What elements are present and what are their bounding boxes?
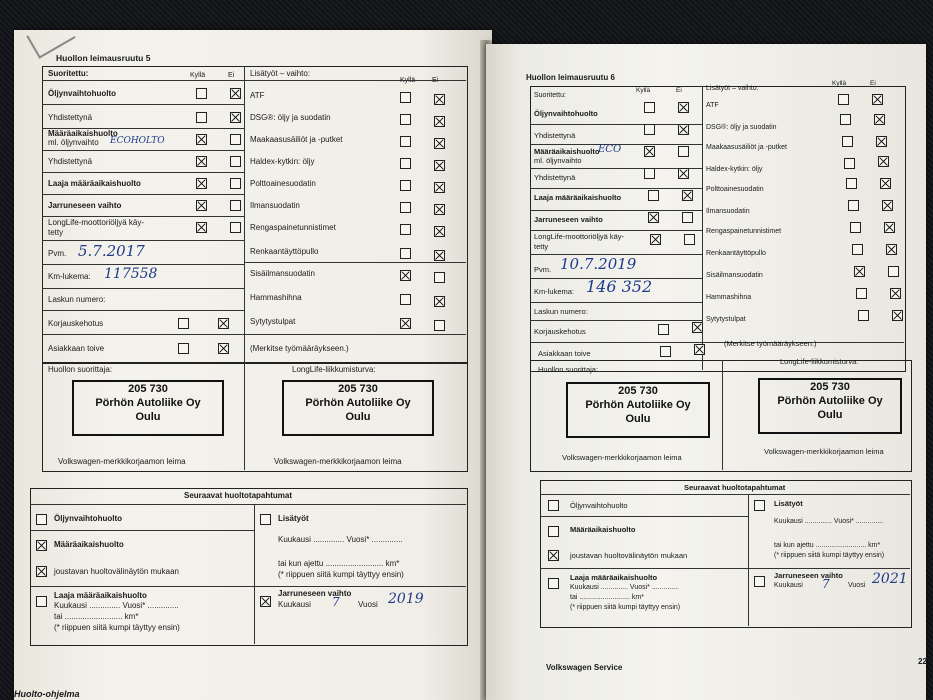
left-cb-polttoaine-yes[interactable]: [400, 180, 411, 191]
left-next-oljy-cb[interactable]: [36, 514, 47, 525]
right-next-jarru-year: 2021: [872, 571, 908, 587]
left-cb-longlife-yes[interactable]: [196, 222, 207, 233]
left-cb-renkaan-no[interactable]: [434, 250, 445, 261]
left-next-jarru-month: 7: [332, 595, 340, 609]
right-col-kylla: Kyllä: [636, 87, 651, 94]
left-next-laaja-riippuen: (* riippuen siitä kumpi täyttyy ensin): [54, 623, 180, 632]
right-extra-ilma: Ilmansuodatin: [706, 208, 750, 215]
right-extra-sytytys: Sytytystulpat: [706, 316, 746, 323]
left-extra-rengaspaine: Rengaspainetunnistimet: [250, 223, 336, 232]
right-col-lisatyot: Lisätyöt – vaihto:: [706, 85, 759, 92]
left-item-jarrunes: Jarruneseen vaihto: [48, 201, 122, 210]
left-next-joustava-cb[interactable]: [36, 566, 47, 577]
left-item-tetty: tetty: [48, 228, 64, 237]
left-col-lisatyot: Lisätyöt – vaihto:: [250, 69, 311, 78]
right-cb-longlife-no[interactable]: [684, 234, 695, 245]
right-cb-laaja-no[interactable]: [682, 190, 693, 201]
left-cb-rengas-no[interactable]: [434, 226, 445, 237]
right-next-jarru-month: 7: [822, 577, 830, 591]
left-item-yhdistettyna: Yhdistettynä: [48, 113, 93, 122]
left-next-lis-tai: tai kun ajettu .......................... km*: [278, 559, 400, 568]
left-cb-laaja-yes[interactable]: [196, 178, 207, 189]
right-cb-korjaus-yes[interactable]: [658, 324, 669, 335]
left-cb-ilma-no[interactable]: [434, 204, 445, 215]
left-cb-renkaan-yes[interactable]: [400, 248, 411, 259]
left-cb-rengas-yes[interactable]: [400, 224, 411, 235]
right-next-jarru-kk: Kuukausi: [774, 582, 803, 589]
left-col-kylla: Kyllä: [190, 72, 206, 79]
right-cb-yhd2-no[interactable]: [678, 168, 689, 179]
right-page: [486, 44, 926, 700]
right-cb-longlife-yes[interactable]: [650, 234, 661, 245]
left-cb-maara-no[interactable]: [230, 134, 241, 145]
left-item-maaraaikais: Määräaikaishuolto: [48, 129, 118, 138]
left-km-label: Km-lukema:: [48, 272, 91, 281]
left-next-jarru-vuosi: Vuosi: [358, 600, 378, 609]
left-footer: Huolto-ohjelma: [14, 689, 80, 699]
right-cb-toive-yes[interactable]: [660, 346, 671, 357]
left-cb-dsg-no[interactable]: [434, 116, 445, 127]
left-extra-hammashihna: Hammashihna: [250, 293, 302, 302]
left-cb-yhd2-yes[interactable]: [196, 156, 207, 167]
left-cb-atf-no[interactable]: [434, 94, 445, 105]
left-extra-polttoaine: Polttoainesuodatin: [250, 179, 316, 188]
left-cb-maakaasu-no[interactable]: [434, 138, 445, 149]
left-extra-dsg: DSG®: öljy ja suodatin: [250, 113, 331, 122]
left-cb-hammas-no[interactable]: [434, 296, 445, 307]
right-next-jarru: Jarruneseen vaihto: [774, 571, 843, 580]
left-next-joustava: joustavan huoltovälinäytön mukaan: [54, 567, 179, 576]
right-cb-maara-no[interactable]: [678, 146, 689, 157]
left-cb-maara-yes[interactable]: [196, 134, 207, 145]
left-next-header: Seuraavat huoltotapahtumat: [184, 491, 293, 500]
right-km-value: 146 352: [586, 277, 653, 296]
left-next-jarru-kk: Kuukausi: [278, 600, 311, 609]
right-cb-sytytys-no[interactable]: [892, 310, 903, 321]
right-extra-hammashihna: Hammashihna: [706, 294, 752, 301]
right-cb-yhd2-yes[interactable]: [644, 168, 655, 179]
left-next-laaja-cb[interactable]: [36, 596, 47, 607]
right-item-laaja: Laaja määräaikaishuolto: [534, 193, 622, 202]
left-next-maara: Määräaikaishuolto: [54, 540, 124, 549]
left-cb-ilma-yes[interactable]: [400, 202, 411, 213]
left-extra-ilma: Ilmansuodatin: [250, 201, 300, 210]
left-km-value: 117558: [104, 266, 158, 282]
right-next-joustava-cb[interactable]: [548, 550, 559, 561]
left-next-jarru-cb[interactable]: [260, 596, 271, 607]
right-next-lisatyot-cb[interactable]: [754, 500, 765, 511]
right-item-longlife: LongLife-moottoriöljyä käy-: [534, 232, 625, 241]
right-cb-sisailma-yes[interactable]: [854, 266, 865, 277]
right-next-header: Seuraavat huoltotapahtumat: [684, 483, 786, 492]
right-cb-renkaan-yes[interactable]: [852, 244, 863, 255]
left-lasku-label: Laskun numero:: [48, 295, 106, 304]
left-next-lis-kk: Kuukausi .............. Vuosi* ..............: [278, 535, 403, 544]
right-cb-rengas-yes[interactable]: [850, 222, 861, 233]
right-cb-korjaus-no[interactable]: [692, 322, 703, 333]
left-cb-yhd2-no[interactable]: [230, 156, 241, 167]
left-extra-renkaantaytto: Renkaantäyttöpullo: [250, 247, 319, 256]
left-cb-jarru-no[interactable]: [230, 200, 241, 211]
left-pvm-value: 5.7.2017: [78, 242, 145, 260]
right-item-maaraaikais: Määräaikaishuolto: [534, 147, 600, 156]
left-extra-sytytys: Sytytystulpat: [250, 317, 296, 326]
left-merkitse: (Merkitse työmääräykseen.): [250, 344, 349, 353]
right-item-ml-oljy: ml. öljynvaihto: [534, 156, 582, 165]
right-cb-polttoaine-yes[interactable]: [846, 178, 857, 189]
right-next-laaja-kk: Kuukausi .............. Vuosi* ..............: [570, 584, 680, 591]
left-pvm-label: Pvm.: [48, 249, 67, 258]
right-cb-ilma-no[interactable]: [882, 200, 893, 211]
right-cb-yhd1-no[interactable]: [678, 124, 689, 135]
left-cb-dsg-yes[interactable]: [400, 114, 411, 125]
left-next-laaja-km: tai .......................... km*: [54, 612, 139, 621]
left-cb-laaja-no[interactable]: [230, 178, 241, 189]
right-cb-ilma-yes[interactable]: [848, 200, 859, 211]
right-leima-label-1: Volkswagen-merkkikorjaamon leima: [562, 453, 682, 462]
right-next-jarru-vuosi: Vuosi: [848, 582, 866, 589]
left-suorittaja-label: Huollon suorittaja:: [48, 365, 113, 374]
left-item-ml-oljy: ml. öljynvaihto: [48, 138, 99, 147]
right-next-laaja-km: tai .......................... km*: [570, 594, 644, 601]
left-cb-haldex-no[interactable]: [434, 160, 445, 171]
right-extra-maakaasu: Maakaasusäiliöt ja -putket: [706, 144, 787, 151]
right-pvm-label: Pvm.: [534, 265, 552, 274]
right-cb-hammas-yes[interactable]: [856, 288, 867, 299]
right-cb-atf-no[interactable]: [872, 94, 883, 105]
right-toive-label: Asiakkaan toive: [538, 349, 591, 358]
right-km-label: Km-lukema:: [534, 287, 575, 296]
left-leima-label-1: Volkswagen-merkkikorjaamon leima: [58, 457, 186, 466]
left-next-jarru-year: 2019: [388, 591, 424, 607]
right-cb-renkaan-no[interactable]: [886, 244, 897, 255]
right-stamp-1: 205 730 Pörhön Autoliike Oy Oulu: [566, 382, 710, 438]
left-next-lisatyot: Lisätyöt: [278, 514, 309, 523]
right-next-laaja: Laaja määräaikaishuolto: [570, 573, 658, 582]
left-cb-polttoaine-no[interactable]: [434, 182, 445, 193]
left-cb-oljy-no[interactable]: [230, 88, 241, 99]
right-cb-maakaasu-no[interactable]: [876, 136, 887, 147]
left-cb-yhd1-no[interactable]: [230, 112, 241, 123]
left-eco-note: ECOHOLTO: [110, 136, 165, 146]
left-cb-atf-yes[interactable]: [400, 92, 411, 103]
right-cb-toive-no[interactable]: [694, 344, 705, 355]
right-extra-dsg: DSG®: öljy ja suodatin: [706, 124, 777, 131]
right-next-laaja-riippuen: (* riippuen siitä kumpi täyttyy ensin): [570, 604, 681, 611]
left-cb-jarru-yes[interactable]: [196, 200, 207, 211]
left-next-jarru: Jarruneseen vaihto: [278, 589, 352, 598]
right-cb-maara-yes[interactable]: [644, 146, 655, 157]
left-cb-korjaus-yes[interactable]: [178, 318, 189, 329]
left-stamp-1: 205 730 Pörhön Autoliike Oy Oulu: [72, 380, 224, 436]
right-merkitse: (Merkitse työmääräykseen.): [724, 339, 817, 348]
left-next-oljy: Öljynvaihtohuolto: [54, 514, 122, 523]
left-cb-korjaus-no[interactable]: [218, 318, 229, 329]
left-item-longlife: LongLife-moottoriöljyä käy-: [48, 218, 145, 227]
left-next-lisatyot-cb[interactable]: [260, 514, 271, 525]
right-next-lis-kk: Kuukausi .............. Vuosi* ..............: [774, 518, 884, 525]
right-cb-sisailma-no[interactable]: [888, 266, 899, 277]
right-leima-label-2: Volkswagen-merkkikorjaamon leima: [764, 447, 884, 456]
left-col-suoritettu: Suoritettu:: [48, 69, 89, 78]
right-item-oljynvaihto: Öljynvaihtohuolto: [534, 109, 598, 118]
right-cb-haldex-yes[interactable]: [844, 158, 855, 169]
left-cb-sytytys-no[interactable]: [434, 320, 445, 331]
left-item-laaja: Laaja määräaikaishuolto: [48, 179, 141, 188]
right-cb-polttoaine-no[interactable]: [880, 178, 891, 189]
right-suorittaja-label: Huollon suorittaja:: [538, 365, 599, 374]
left-leima-label-2: Volkswagen-merkkikorjaamon leima: [274, 457, 402, 466]
left-next-maara-cb[interactable]: [36, 540, 47, 551]
right-cb-hammas-no[interactable]: [890, 288, 901, 299]
right-cb-oljy-no[interactable]: [678, 102, 689, 113]
left-extra-haldex: Haldex-kytkin: öljy: [250, 157, 315, 166]
right-cb-sytytys-yes[interactable]: [858, 310, 869, 321]
right-extra-polttoaine: Polttoainesuodatin: [706, 186, 764, 193]
left-col-ei: Ei: [228, 72, 235, 79]
right-korjaus-label: Korjauskehotus: [534, 327, 586, 336]
left-cb-hammas-yes[interactable]: [400, 294, 411, 305]
right-cb-atf-yes[interactable]: [838, 94, 849, 105]
right-item-tetty: tetty: [534, 242, 549, 251]
right-longlife-label: LongLife-liikkumisturva:: [780, 357, 859, 366]
left-toive-label: Asiakkaan toive: [48, 344, 105, 353]
left-page: [14, 30, 492, 700]
right-cb-jarru-no[interactable]: [682, 212, 693, 223]
left-page-header: Huollon leimausruutu 5: [56, 53, 151, 63]
left-extra-sisailma: Sisäilmansuodatin: [250, 269, 315, 278]
left-longlife-label: LongLife-liikkumisturva:: [292, 365, 376, 374]
left-next-lis-riippuen: (* riippuen siitä kumpi täyttyy ensin): [278, 570, 404, 579]
right-item-yhdistettyna-2: Yhdistettynä: [534, 173, 576, 182]
left-cb-oljy-yes[interactable]: [196, 88, 207, 99]
right-item-jarrunes: Jarruneseen vaihto: [534, 215, 603, 224]
right-lasku-label: Laskun numero:: [534, 307, 588, 316]
right-next-oljy: Öljynvaihtohuolto: [570, 501, 628, 510]
left-cb-sytytys-yes[interactable]: [400, 318, 411, 329]
right-footer: Volkswagen Service: [546, 663, 623, 672]
right-page-header: Huollon leimausruutu 6: [526, 73, 615, 82]
right-next-lisatyot: Lisätyöt: [774, 499, 803, 508]
right-next-laaja-cb[interactable]: [548, 578, 559, 589]
right-pvm-value: 10.7.2019: [560, 255, 637, 273]
left-cb-yhd1-yes[interactable]: [196, 112, 207, 123]
left-cb-longlife-no[interactable]: [230, 222, 241, 233]
right-extra-sisailma: Sisäilmansuodatin: [706, 272, 763, 279]
right-stamp-2: 205 730 Pörhön Autoliike Oy Oulu: [758, 378, 902, 434]
left-cb-toive-no[interactable]: [218, 343, 229, 354]
right-col-suoritettu: Suoritettu:: [534, 92, 566, 99]
right-item-yhdistettyna: Yhdistettynä: [534, 131, 576, 140]
left-next-laaja: Laaja määräaikaishuolto: [54, 591, 147, 600]
right-cb-yhd1-yes[interactable]: [644, 124, 655, 135]
left-cb-sisailma-no[interactable]: [434, 272, 445, 283]
right-extra-atf: ATF: [706, 102, 719, 109]
right-next-oljy-cb[interactable]: [548, 500, 559, 511]
right-cb-laaja-yes[interactable]: [648, 190, 659, 201]
right-cb-maakaasu-yes[interactable]: [842, 136, 853, 147]
left-cb-toive-yes[interactable]: [178, 343, 189, 354]
right-cb-jarru-yes[interactable]: [648, 212, 659, 223]
right-eco-note: ECO: [598, 144, 622, 155]
left-item-oljynvaihto: Öljynvaihtohuolto: [48, 89, 116, 98]
right-col-ei: Ei: [676, 87, 682, 94]
left-next-laaja-kk: Kuukausi .............. Vuosi* ..............: [54, 601, 179, 610]
left-item-yhdistettyna-2: Yhdistettynä: [48, 157, 93, 166]
right-cb-dsg-no[interactable]: [874, 114, 885, 125]
right-next-joustava: joustavan huoltovälinäytön mukaan: [570, 551, 688, 560]
right-cb-rengas-no[interactable]: [884, 222, 895, 233]
right-next-jarru-cb[interactable]: [754, 576, 765, 587]
right-next-maara: Määräaikaishuolto: [570, 525, 636, 534]
left-cb-maakaasu-yes[interactable]: [400, 136, 411, 147]
left-cb-haldex-yes[interactable]: [400, 158, 411, 169]
right-next-maara-cb[interactable]: [548, 526, 559, 537]
right-cb-haldex-no[interactable]: [878, 156, 889, 167]
right-cb-oljy-yes[interactable]: [644, 102, 655, 113]
right-next-lis-tai: tai kun ajettu .......................... km*: [774, 542, 881, 549]
right-extra-renkaantaytto: Renkaantäyttöpullo: [706, 250, 766, 257]
left-extra-maakaasu: Maakaasusäiliöt ja -putket: [250, 135, 343, 144]
left-extra-atf: ATF: [250, 91, 265, 100]
right-col-kylla-2: Kyllä: [832, 80, 847, 87]
right-page-number: 22: [918, 657, 927, 666]
right-extra-rengaspaine: Rengaspainetunnistimet: [706, 228, 782, 235]
right-extra-haldex: Haldex-kytkin: öljy: [706, 166, 763, 173]
left-stamp-2: 205 730 Pörhön Autoliike Oy Oulu: [282, 380, 434, 436]
right-col-ei-2: Ei: [870, 80, 876, 87]
left-cb-sisailma-yes[interactable]: [400, 270, 411, 281]
right-cb-dsg-yes[interactable]: [840, 114, 851, 125]
right-next-lis-riippuen: (* riippuen siitä kumpi täyttyy ensin): [774, 552, 885, 559]
left-korjaus-label: Korjauskehotus: [48, 319, 104, 328]
